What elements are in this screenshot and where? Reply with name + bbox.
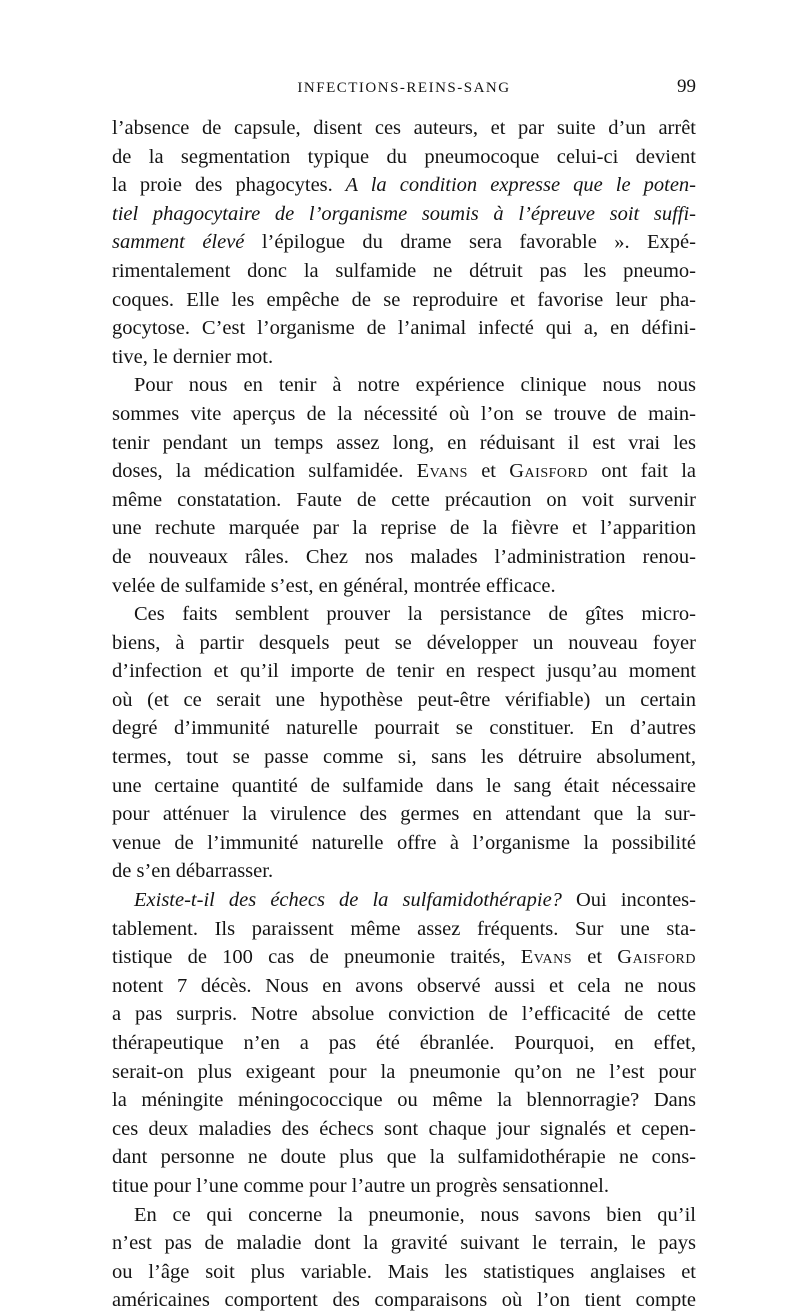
italic-span: samment élevé bbox=[112, 231, 245, 254]
text-line bbox=[112, 772, 696, 801]
text-span: Ces faits semblent prouver la persistance de gîtes micro- bbox=[134, 603, 696, 626]
text-span: notent 7 décès. Nous en avons observé aussi et cela ne nous bbox=[112, 974, 696, 997]
text-line bbox=[112, 514, 696, 543]
text-span: Pour nous en tenir à notre expérience clinique nous nous bbox=[134, 374, 696, 397]
text-line bbox=[112, 143, 696, 172]
text-line bbox=[112, 1115, 696, 1144]
author-name: Evans bbox=[520, 946, 573, 969]
text-span: pour atténuer la virulence des germes en attendant que la sur- bbox=[112, 803, 696, 826]
text-line bbox=[112, 1201, 696, 1230]
text-span: une certaine quantité de sulfamide dans le sang était nécessaire bbox=[112, 774, 696, 797]
text-line bbox=[112, 1000, 696, 1029]
text-line bbox=[112, 200, 696, 229]
text-line bbox=[112, 486, 696, 515]
text-span: l’absence de capsule, disent ces auteurs, et par suite d’un arrêt bbox=[112, 117, 696, 139]
text-line bbox=[112, 629, 696, 658]
text-span: la méningite méningococcique ou même la blennorragie? Dans bbox=[112, 1089, 696, 1112]
text-span: doses, la médication sulfamidée. bbox=[112, 460, 417, 483]
text-line bbox=[112, 686, 696, 715]
text-line bbox=[112, 600, 696, 629]
text-line bbox=[112, 1143, 696, 1172]
text-line bbox=[112, 857, 696, 886]
text-span: thérapeutique n’en a pas été ébranlée. Pourquoi, en effet, bbox=[112, 1032, 696, 1054]
text-span: termes, tout se passe comme si, sans les détruire absolument, bbox=[112, 746, 696, 769]
text-span: américaines comportent des comparaisons où l’on tient compte bbox=[112, 1289, 696, 1312]
text-line bbox=[112, 743, 696, 772]
text-span: où (et ce serait une hypothèse peut-être vérifiable) un certain bbox=[112, 688, 696, 711]
text-span: ces deux maladies des échecs sont chaque jour signalés et cepen- bbox=[112, 1117, 696, 1140]
text-line bbox=[112, 257, 696, 286]
text-line bbox=[112, 114, 696, 143]
text-span: Oui incontes- bbox=[561, 889, 696, 912]
text-span: sommes vite aperçus de la nécessité où l’on se trouve de main- bbox=[112, 402, 696, 425]
text-line bbox=[112, 657, 696, 686]
text-line bbox=[112, 286, 696, 315]
text-line bbox=[112, 543, 696, 572]
text-span: et bbox=[467, 460, 510, 483]
text-span: de nouveaux râles. Chez nos malades l’administration renou- bbox=[112, 545, 696, 568]
text-line bbox=[112, 1229, 696, 1258]
text-line bbox=[112, 915, 696, 944]
text-span: coques. Elle les empêche de se reproduire et favorise leur pha- bbox=[112, 288, 696, 311]
text-line bbox=[112, 1286, 696, 1315]
body-text bbox=[112, 114, 696, 1315]
text-span: gocytose. C’est l’organisme de l’animal infecté qui a, en défini- bbox=[112, 317, 696, 340]
text-span: En ce qui concerne la pneumonie, nous savons bien qu’il bbox=[134, 1203, 696, 1226]
text-line bbox=[112, 1172, 696, 1201]
italic-span: Existe-t-il des échecs de la sulfamidothérapie? bbox=[134, 889, 562, 912]
text-span: venue de l’immunité naturelle offre à l’organisme la possibilité bbox=[112, 831, 696, 854]
text-span: ont fait la bbox=[587, 460, 697, 483]
text-line bbox=[112, 429, 696, 458]
text-line bbox=[112, 886, 696, 915]
text-span: d’infection et qu’il importe de tenir en respect jusqu’au moment bbox=[112, 660, 696, 683]
text-span: même constatation. Faute de cette précaution on voit survenir bbox=[112, 488, 696, 511]
author-name: Evans bbox=[416, 460, 468, 483]
page-number: 99 bbox=[677, 76, 696, 97]
text-span: et bbox=[572, 946, 618, 969]
text-span: l’épilogue du drame sera favorable ». Expé- bbox=[244, 231, 696, 254]
text-span: tistique de 100 cas de pneumonie traités, bbox=[112, 946, 521, 969]
text-span: tive, le dernier mot. bbox=[112, 345, 274, 368]
italic-span: tiel phagocytaire de l’organisme soumis à l’épreuve soit suffi- bbox=[112, 202, 696, 225]
text-line bbox=[112, 343, 696, 372]
text-line bbox=[112, 1086, 696, 1115]
text-span: serait-on plus exigeant pour la pneumonie qu’on ne l’est pour bbox=[112, 1060, 696, 1083]
page-header bbox=[112, 74, 696, 100]
text-line bbox=[112, 800, 696, 829]
text-span: n’est pas de maladie dont la gravité suivant le terrain, le pays bbox=[112, 1232, 696, 1255]
text-span: tablement. Ils paraissent même assez fréquents. Sur une sta- bbox=[112, 917, 696, 940]
text-line bbox=[112, 943, 696, 972]
text-line bbox=[112, 171, 696, 200]
text-span: velée de sulfamide s’est, en général, montrée efficace. bbox=[112, 574, 556, 597]
text-span: rimentalement donc la sulfamide ne détruit pas les pneumo- bbox=[112, 259, 696, 282]
text-span: la proie des phagocytes. bbox=[112, 174, 333, 197]
text-span: a pas surpris. Notre absolue conviction de l’efficacité de cette bbox=[112, 1003, 696, 1026]
text-line bbox=[112, 829, 696, 858]
text-line bbox=[112, 714, 696, 743]
text-line bbox=[112, 371, 696, 400]
text-span: biens, à partir desquels peut se développer un nouveau foyer bbox=[112, 631, 696, 654]
italic-span: A la condition expresse que le poten- bbox=[332, 174, 697, 197]
running-head: INFECTIONS-REINS-SANG bbox=[297, 80, 511, 96]
text-line bbox=[112, 314, 696, 343]
author-name: Gaisford bbox=[617, 946, 697, 969]
text-line bbox=[112, 972, 696, 1001]
text-line bbox=[112, 1258, 696, 1287]
author-name: Gaisford bbox=[509, 460, 588, 483]
text-span: une rechute marquée par la reprise de la fièvre et l’apparition bbox=[112, 517, 696, 540]
text-span: degré d’immunité naturelle pourrait se constituer. En d’autres bbox=[112, 717, 696, 740]
text-line bbox=[112, 228, 696, 257]
text-span: ou l’âge soit plus variable. Mais les statistiques anglaises et bbox=[112, 1260, 696, 1283]
text-line bbox=[112, 572, 696, 601]
text-line bbox=[112, 457, 696, 486]
text-span: tenir pendant un temps assez long, en réduisant il est vrai les bbox=[112, 431, 696, 454]
text-span: de s’en débarrasser. bbox=[112, 860, 274, 883]
text-line bbox=[112, 1029, 696, 1058]
text-span: dant personne ne doute plus que la sulfamidothérapie ne cons- bbox=[112, 1146, 696, 1169]
text-span: de la segmentation typique du pneumocoque celui-ci devient bbox=[112, 145, 696, 168]
text-span: titue pour l’une comme pour l’autre un progrès sensationnel. bbox=[112, 1174, 609, 1197]
text-line bbox=[112, 1058, 696, 1087]
text-line bbox=[112, 400, 696, 429]
